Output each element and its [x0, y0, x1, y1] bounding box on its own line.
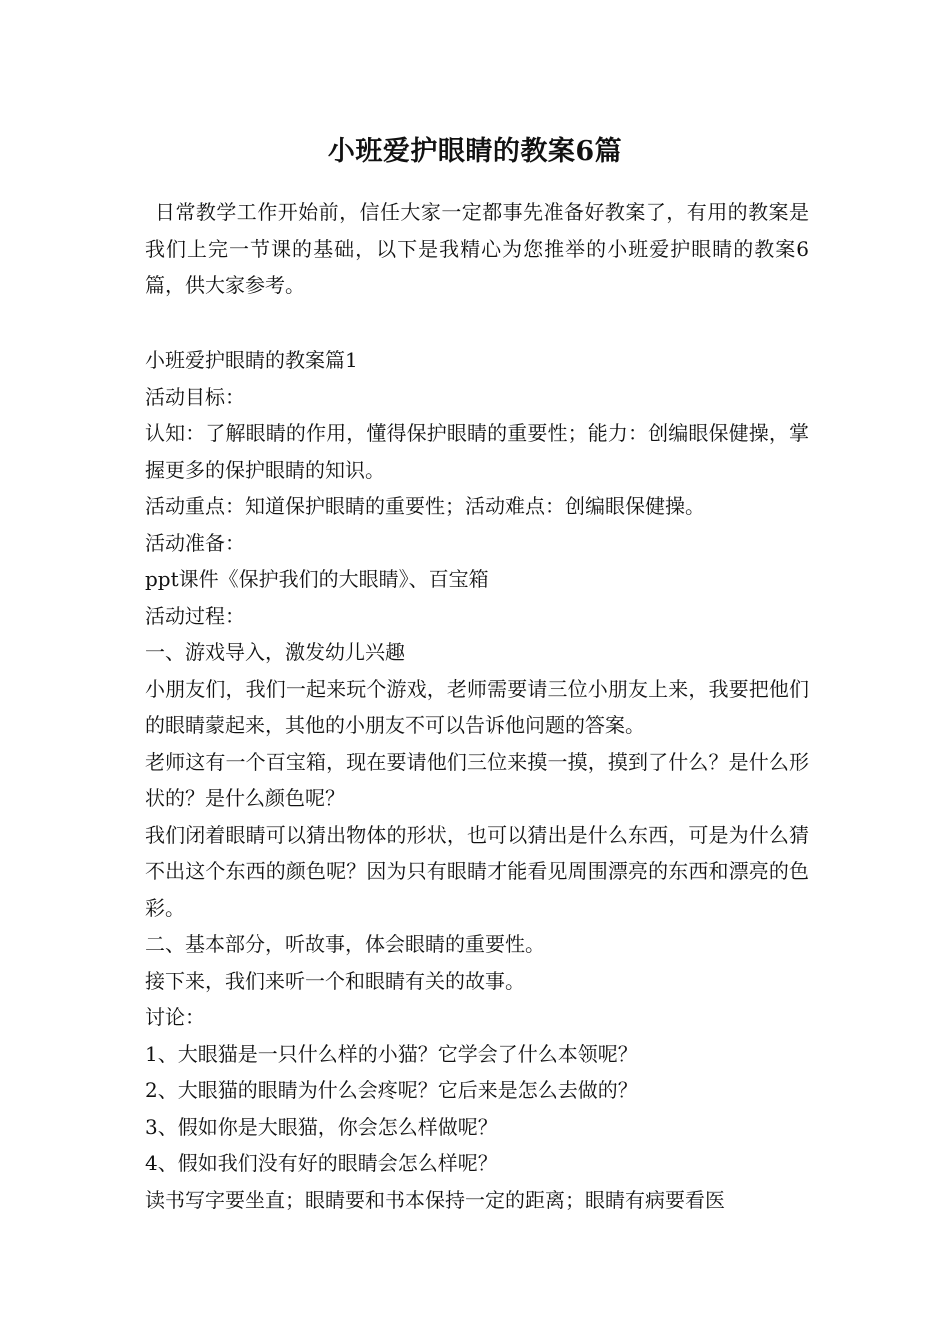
intro-paragraph: 日常教学工作开始前，信任大家一定都事先准备好教案了，有用的教案是我们上完一节课的基础，以下是我精心为您推举的小班爱护眼睛的教案6篇，供大家参考。 [145, 200, 809, 297]
body-line: 活动过程： [145, 603, 245, 628]
body-line: ppt课件《保护我们的大眼睛》、百宝箱 [145, 567, 489, 591]
body-line: 老师这有一个百宝箱，现在要请他们三位来摸一摸，摸到了什么？是什么形状的？是什么颜色呢？ [145, 749, 809, 810]
body-line: 认知：了解眼睛的作用，懂得保护眼睛的重要性；能力：创编眼保健操，掌握更多的保护眼睛的知识。 [145, 421, 809, 482]
body-line: 一、游戏导入，激发幼儿兴趣 [145, 640, 405, 664]
body-line: 讨论： [145, 1005, 205, 1029]
body-line: 活动目标： [145, 384, 245, 409]
document-body [145, 342, 809, 1218]
list-item: 1、大眼猫是一只什么样的小猫？它学会了什么本领呢？ [145, 1041, 638, 1066]
list-item: 2、大眼猫的眼睛为什么会疼呢？它后来是怎么去做的？ [145, 1078, 638, 1102]
body-line: 二、基本部分，听故事，体会眼睛的重要性。 [145, 932, 545, 956]
section-heading: 小班爱护眼睛的教案篇1 [145, 348, 358, 372]
document-title: 小班爱护眼睛的教案6篇 [327, 136, 623, 167]
list-item: 3、假如你是大眼猫，你会怎么样做呢？ [145, 1114, 498, 1139]
body-line: 小朋友们，我们一起来玩个游戏，老师需要请三位小朋友上来，我要把他们的眼睛蒙起来，其他的小朋友不可以告诉他问题的答案。 [145, 676, 809, 737]
list-item: 4、假如我们没有好的眼睛会怎么样呢？ [145, 1151, 498, 1175]
body-line: 活动准备： [145, 530, 245, 555]
body-line: 活动重点：知道保护眼睛的重要性；活动难点：创编眼保健操。 [145, 494, 705, 518]
body-line: 我们闭着眼睛可以猜出物体的形状，也可以猜出是什么东西，可是为什么猜不出这个东西的颜色呢？因为只有眼睛才能看见周围漂亮的东西和漂亮的色彩。 [145, 822, 809, 920]
body-line: 读书写字要坐直；眼睛要和书本保持一定的距离；眼睛有病要看医 [145, 1187, 725, 1212]
body-line: 接下来，我们来听一个和眼睛有关的故事。 [145, 968, 525, 993]
